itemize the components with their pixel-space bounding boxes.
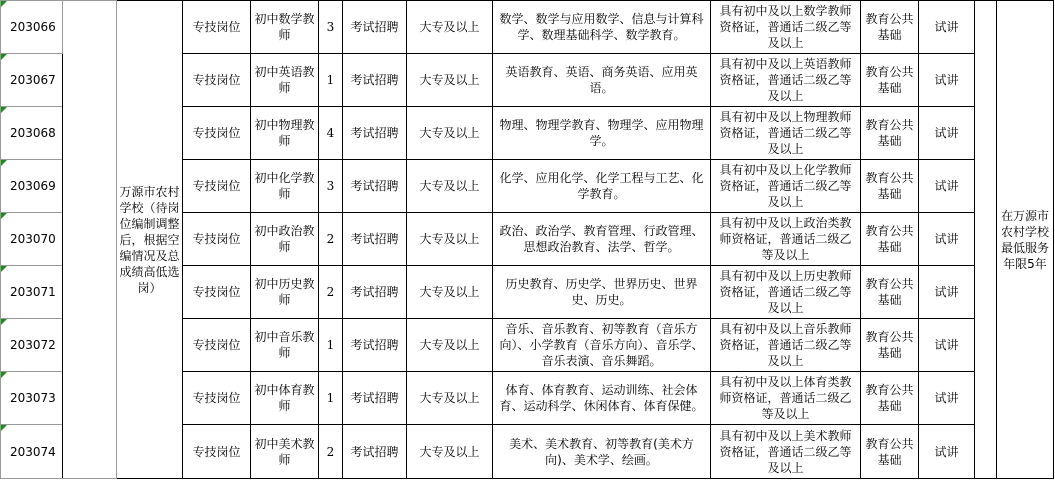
hire-count[interactable]: 1	[319, 319, 343, 372]
position-category[interactable]: 专技岗位	[183, 160, 251, 213]
other-requirement[interactable]: 具有初中及以上物理教师资格证，普通话二级乙等及以上	[711, 107, 861, 160]
education-level[interactable]: 大专及以上	[407, 372, 493, 425]
exam-subject[interactable]: 教育公共基础	[861, 372, 919, 425]
hire-count[interactable]: 2	[319, 266, 343, 319]
position-category[interactable]: 专技岗位	[183, 107, 251, 160]
education-level[interactable]: 大专及以上	[407, 425, 493, 479]
interview-format[interactable]: 试讲	[919, 266, 975, 319]
position-name[interactable]: 初中英语教师	[251, 54, 319, 107]
exam-subject[interactable]: 教育公共基础	[861, 107, 919, 160]
other-requirement[interactable]: 具有初中及以上英语教师资格证，普通话二级乙等及以上	[711, 54, 861, 107]
hire-count[interactable]: 2	[319, 425, 343, 479]
major-requirement[interactable]: 化学、应用化学、化学工程与工艺、化学教育。	[493, 160, 711, 213]
other-requirement[interactable]: 具有初中及以上化学教师资格证，普通话二级乙等及以上	[711, 160, 861, 213]
interview-format[interactable]: 试讲	[919, 160, 975, 213]
position-category[interactable]: 专技岗位	[183, 266, 251, 319]
interview-format[interactable]: 试讲	[919, 372, 975, 425]
exam-subject[interactable]: 教育公共基础	[861, 54, 919, 107]
education-level[interactable]: 大专及以上	[407, 213, 493, 266]
recruit-method[interactable]: 考试招聘	[343, 1, 407, 54]
education-level[interactable]: 大专及以上	[407, 107, 493, 160]
other-requirement[interactable]: 具有初中及以上美术教师资格证，普通话二级乙等及以上	[711, 425, 861, 479]
exam-subject[interactable]: 教育公共基础	[861, 160, 919, 213]
recruit-method[interactable]: 考试招聘	[343, 319, 407, 372]
recruit-method[interactable]: 考试招聘	[343, 213, 407, 266]
position-code[interactable]: 203073	[1, 372, 63, 425]
exam-subject[interactable]: 教育公共基础	[861, 319, 919, 372]
recruit-method[interactable]: 考试招聘	[343, 107, 407, 160]
major-requirement[interactable]: 英语教育、英语、商务英语、应用英语。	[493, 54, 711, 107]
position-code[interactable]: 203066	[1, 1, 63, 54]
position-name[interactable]: 初中历史教师	[251, 266, 319, 319]
recruit-method[interactable]: 考试招聘	[343, 266, 407, 319]
position-category[interactable]: 专技岗位	[183, 425, 251, 479]
recruit-method[interactable]: 考试招聘	[343, 425, 407, 479]
major-requirement[interactable]: 历史教育、历史学、世界历史、世界史、历史。	[493, 266, 711, 319]
exam-subject[interactable]: 教育公共基础	[861, 425, 919, 479]
other-requirement[interactable]: 具有初中及以上音乐教师资格证，普通话二级乙等及以上	[711, 319, 861, 372]
position-name[interactable]: 初中政治教师	[251, 213, 319, 266]
education-level[interactable]: 大专及以上	[407, 266, 493, 319]
major-requirement[interactable]: 音乐、音乐教育、初等教育（音乐方向）、小学教育（音乐方向）、音乐学、音乐表演、音乐舞蹈。	[493, 319, 711, 372]
position-code[interactable]: 203069	[1, 160, 63, 213]
other-requirement[interactable]: 具有初中及以上政治类教师资格证，普通话二级乙等及以上	[711, 213, 861, 266]
position-category[interactable]: 专技岗位	[183, 54, 251, 107]
interview-format[interactable]: 试讲	[919, 107, 975, 160]
position-code[interactable]: 203070	[1, 213, 63, 266]
major-requirement[interactable]: 物理、物理学教育、物理学、应用物理学。	[493, 107, 711, 160]
empty-column[interactable]	[975, 1, 997, 479]
education-level[interactable]: 大专及以上	[407, 54, 493, 107]
interview-format[interactable]: 试讲	[919, 319, 975, 372]
recruit-method[interactable]: 考试招聘	[343, 372, 407, 425]
position-category[interactable]: 专技岗位	[183, 213, 251, 266]
position-name[interactable]: 初中音乐教师	[251, 319, 319, 372]
remark[interactable]: 在万源市农村学校最低服务年限5年	[997, 1, 1054, 479]
hire-count[interactable]: 3	[319, 1, 343, 54]
interview-format[interactable]: 试讲	[919, 1, 975, 54]
position-name[interactable]: 初中体育教师	[251, 372, 319, 425]
hire-count[interactable]: 2	[319, 213, 343, 266]
exam-subject[interactable]: 教育公共基础	[861, 1, 919, 54]
recruit-method[interactable]: 考试招聘	[343, 160, 407, 213]
position-name[interactable]: 初中美术教师	[251, 425, 319, 479]
unit-name[interactable]: 万源市农村学校（待岗位编制调整后，根据空编情况及总成绩高低选岗）	[117, 1, 183, 479]
interview-format[interactable]: 试讲	[919, 213, 975, 266]
hire-count[interactable]: 1	[319, 372, 343, 425]
position-category[interactable]: 专技岗位	[183, 1, 251, 54]
position-code[interactable]: 203072	[1, 319, 63, 372]
education-level[interactable]: 大专及以上	[407, 1, 493, 54]
interview-format[interactable]: 试讲	[919, 54, 975, 107]
major-requirement[interactable]: 数学、数学与应用数学、信息与计算科学、数理基础科学、数学教育。	[493, 1, 711, 54]
position-code[interactable]: 203074	[1, 425, 63, 479]
exam-subject[interactable]: 教育公共基础	[861, 213, 919, 266]
hire-count[interactable]: 3	[319, 160, 343, 213]
major-requirement[interactable]: 体育、体育教育、运动训练、社会体育、运动科学、休闲体育、体育保健。	[493, 372, 711, 425]
hire-count[interactable]: 4	[319, 107, 343, 160]
position-name[interactable]: 初中化学教师	[251, 160, 319, 213]
exam-subject[interactable]: 教育公共基础	[861, 266, 919, 319]
position-code[interactable]: 203068	[1, 107, 63, 160]
other-requirement[interactable]: 具有初中及以上数学教师资格证，普通话二级乙等及以上	[711, 1, 861, 54]
position-name[interactable]: 初中物理教师	[251, 107, 319, 160]
position-name[interactable]: 初中数学教师	[251, 1, 319, 54]
other-requirement[interactable]: 具有初中及以上体育类教师资格证，普通话二级乙等及以上	[711, 372, 861, 425]
interview-format[interactable]: 试讲	[919, 425, 975, 479]
hire-count[interactable]: 1	[319, 54, 343, 107]
position-category[interactable]: 专技岗位	[183, 372, 251, 425]
major-requirement[interactable]: 政治、政治学、教育管理、行政管理、思想政治教育、法学、哲学。	[493, 213, 711, 266]
table-row	[1, 1, 1054, 54]
blank-column[interactable]	[63, 1, 117, 479]
education-level[interactable]: 大专及以上	[407, 319, 493, 372]
position-code[interactable]: 203067	[1, 54, 63, 107]
education-level[interactable]: 大专及以上	[407, 160, 493, 213]
position-category[interactable]: 专技岗位	[183, 319, 251, 372]
position-code[interactable]: 203071	[1, 266, 63, 319]
other-requirement[interactable]: 具有初中及以上历史教师资格证，普通话二级乙等及以上	[711, 266, 861, 319]
major-requirement[interactable]: 美术、美术教育、初等教育(美术方向)、美术学、绘画。	[493, 425, 711, 479]
table-body	[1, 1, 1054, 479]
recruit-method[interactable]: 考试招聘	[343, 54, 407, 107]
